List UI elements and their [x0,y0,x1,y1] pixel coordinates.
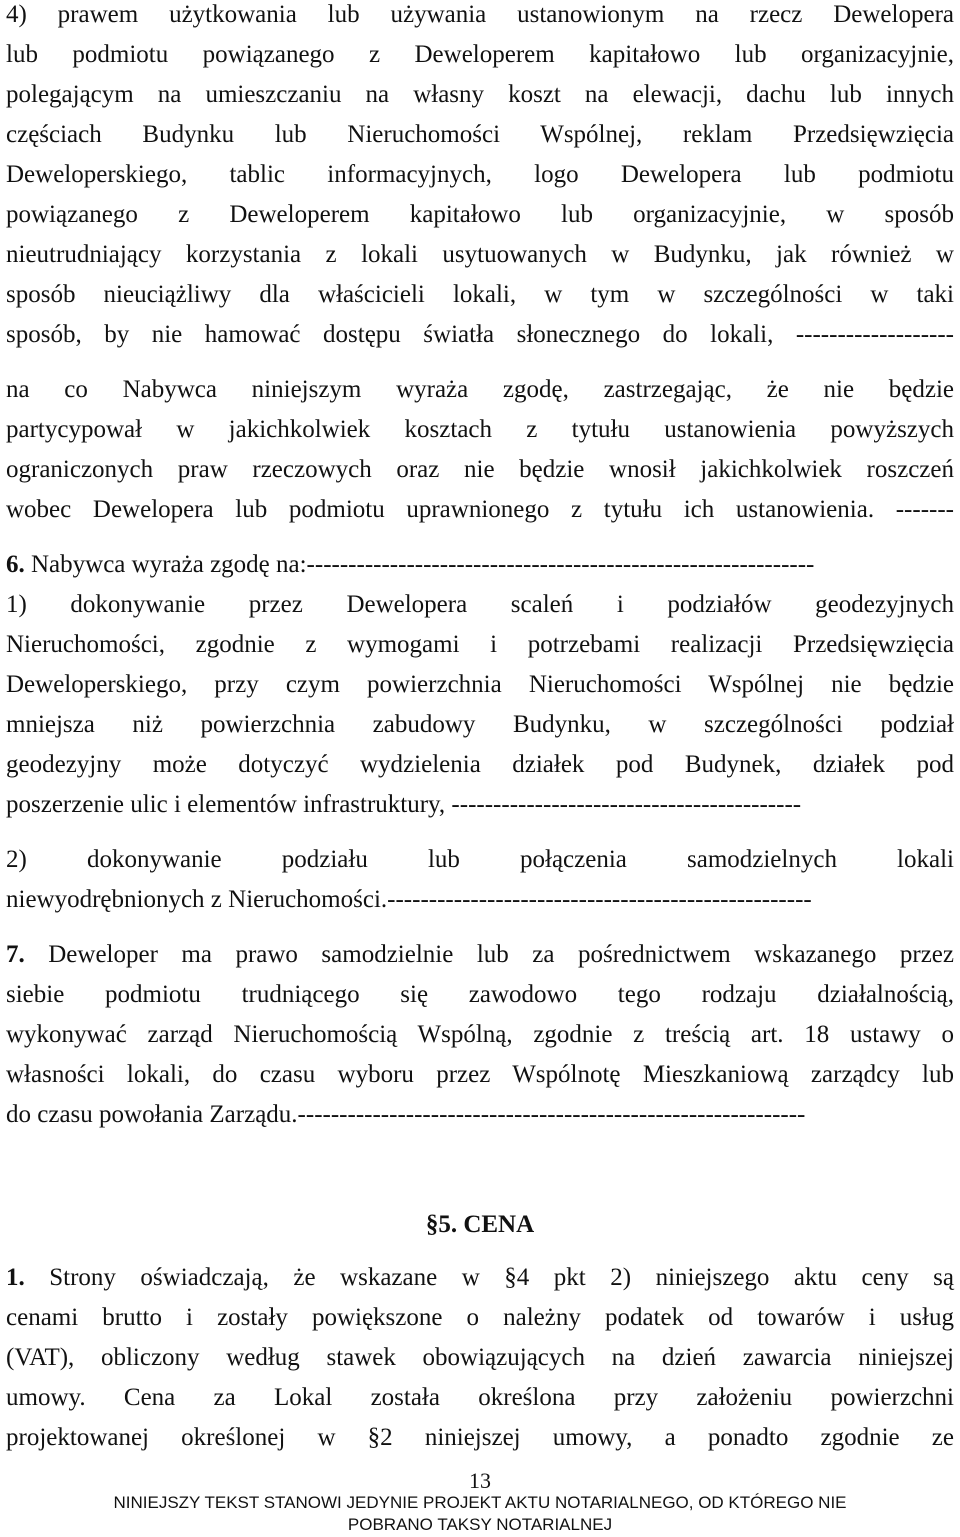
text-line: polegającym na umieszczaniu na własny koszt na elewacji, dachu lub innych [6,81,954,108]
text-line: sposób nieuciążliwy dla właścicieli lokali, w tym w szczególności w taki [6,281,954,308]
text-line: własności lokali, do czasu wyboru przez Wspólnotę Mieszkaniową zarządcy lub [6,1061,954,1088]
text-line: do czasu powołania Zarządu.------------------------------------------------------------- [6,1101,806,1128]
price-first-line [6,1263,954,1293]
page-number: 13 [469,1468,491,1493]
text-line: wykonywać zarząd Nieruchomością Wspólną, zgodnie z treścią art. 18 ustawy o [6,1021,954,1048]
text-line: nieutrudniający korzystania z lokali usytuowanych w Budynku, jak również w [6,241,954,268]
text-line: lub podmiotu powiązanego z Deweloperem kapitałowo lub organizacyjnie, [6,41,954,68]
text-line: częściach Budynku lub Nieruchomości Wspólnej, reklam Przedsięwzięcia [6,121,954,148]
section-7-first-line [6,940,954,970]
text-line: partycypował w jakichkolwiek kosztach z tytułu ustanowienia powyższych [6,416,954,443]
text-line: 4) prawem użytkowania lub używania ustanowionym na rzecz Dewelopera [6,1,954,28]
section-7-number: 7. [6,941,25,968]
text-line: wobec Dewelopera lub podmiotu uprawnionego z tytułu ich ustanowienia. ------- [6,496,954,523]
text-line: powiązanego z Deweloperem kapitałowo lub organizacyjnie, w sposób [6,201,954,228]
text-line: umowy. Cena za Lokal została określona przy założeniu powierzchni [6,1384,954,1411]
text-line: cenami brutto i zostały powiększone o należny podatek od towarów i usług [6,1304,954,1331]
text-line: Nieruchomości, zgodnie z wymogami i potrzebami realizacji Przedsięwzięcia [6,631,954,658]
text-line: 2) dokonywanie podziału lub połączenia samodzielnych lokali [6,846,954,873]
section-6-number: 6. [6,551,25,578]
text-line: Deweloperskiego, tablic informacyjnych, logo Dewelopera lub podmiotu [6,161,954,188]
text-line: poszerzenie ulic i elementów infrastruktury, ------------------------------------------ [6,791,802,818]
section-heading: §5. CENA [425,1211,535,1238]
text-line: niewyodrębnionych z Nieruchomości.--------------------------------------------------- [6,886,812,913]
text-line: siebie podmiotu trudniącego się zawodowo tego rodzaju działalnością, [6,981,954,1008]
text-line: (VAT), obliczony według stawek obowiązujących na dzień zawarcia niniejszej [6,1344,954,1371]
text-line: 1) dokonywanie przez Dewelopera scaleń i podziałów geodezyjnych [6,591,954,618]
section-7-first-text: Deweloper ma prawo samodzielnie lub za pośrednictwem wskazanego przez [24,941,954,968]
price-number: 1. [6,1264,25,1291]
price-first-text: Strony oświadczają, że wskazane w §4 pkt 2) niniejszego aktu ceny są [24,1264,954,1291]
text-line: Deweloperskiego, przy czym powierzchnia Nieruchomości Wspólnej nie będzie [6,671,954,698]
section-6-heading-text: Nabywca wyraża zgodę na:------------------------------------------------------------- [24,551,815,578]
text-line: ograniczonych praw rzeczowych oraz nie będzie wnosił jakichkolwiek roszczeń [6,456,954,483]
footer-disclaimer-line-2: POBRANO TAKSY NOTARIALNEJ [347,1515,613,1534]
section-6-heading [6,550,954,580]
text-line: na co Nabywca niniejszym wyraża zgodę, zastrzegając, że nie będzie [6,376,954,403]
text-line: geodezyjny może dotyczyć wydzielenia działek pod Budynek, działek pod [6,751,954,778]
text-line: mniejsza niż powierzchnia zabudowy Budynku, w szczególności podział [6,711,954,738]
text-line: projektowanej określonej w §2 niniejszej umowy, a ponadto zgodnie ze [6,1424,954,1451]
text-line: sposób, by nie hamować dostępu światła słonecznego do lokali, ------------------- [6,321,954,348]
footer-disclaimer-line-1: NINIEJSZY TEKST STANOWI JEDYNIE PROJEKT AKTU NOTARIALNEGO, OD KTÓREGO NIE [113,1493,847,1512]
